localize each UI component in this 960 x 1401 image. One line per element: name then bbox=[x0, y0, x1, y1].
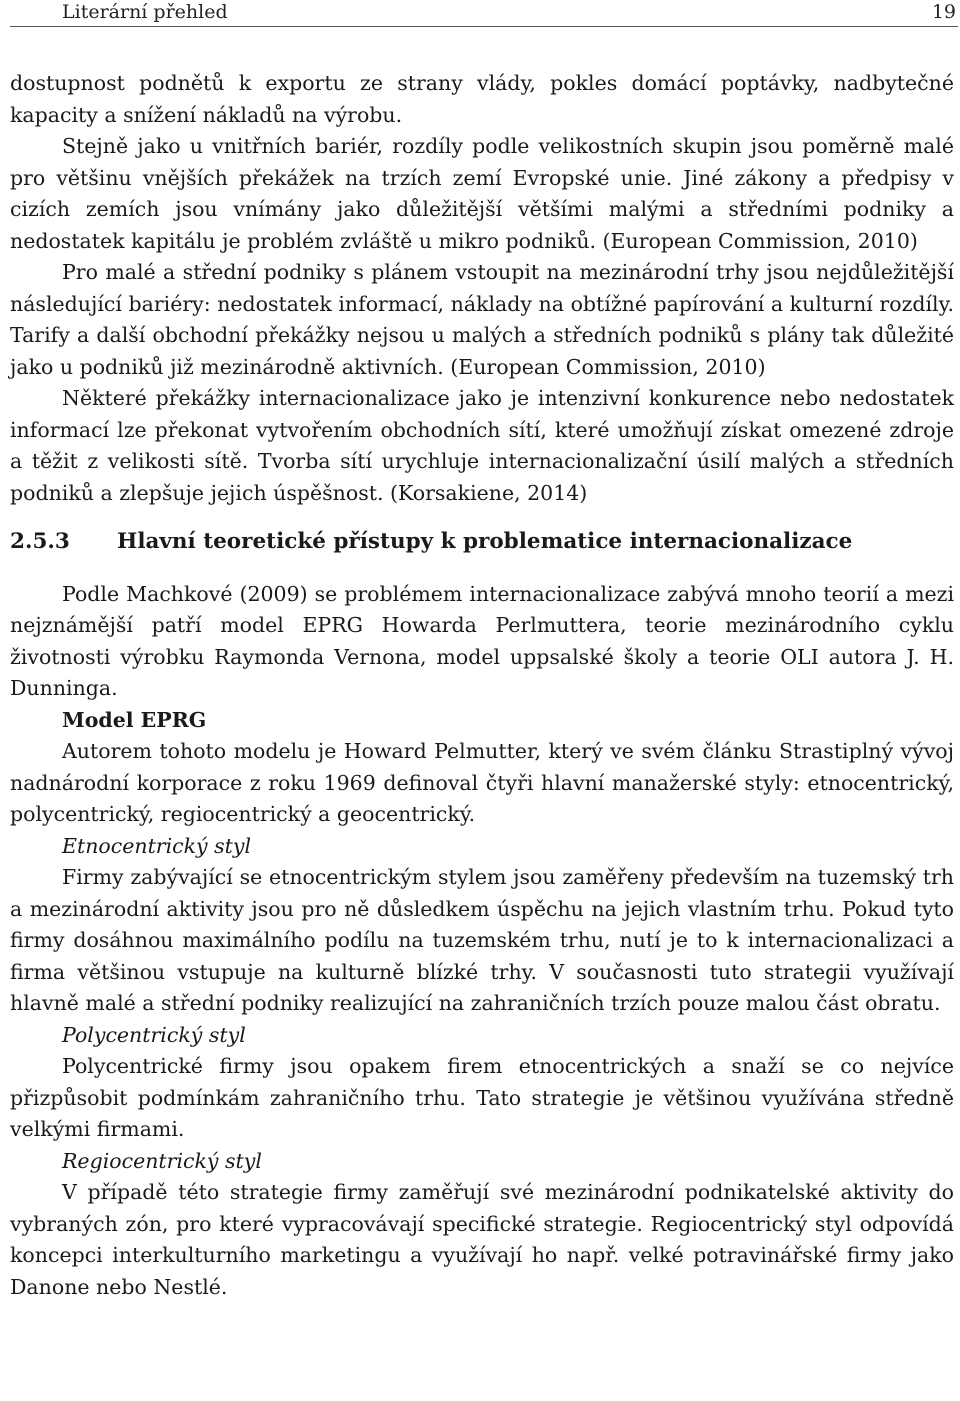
etnocentric-heading: Etnocentrický styl bbox=[62, 833, 252, 858]
page-number: 19 bbox=[931, 1, 956, 23]
paragraph-3: Pro malé a střední podniky s plánem vstoupit na mezinárodní trhy jsou nejdůležitější následující bariéry: nedostatek informací, náklady na obtížné papírování a kulturní rozdíly. Tarify a další obchodní překážky nejsou u malých a středních podniků s plány tak důležité jako u podniků již mezinárodně aktivních. (European Commission, 2010) bbox=[10, 260, 954, 379]
section-number: 2.5.3 bbox=[10, 529, 70, 554]
paragraph-4: Některé překážky internacionalizace jako je intenzivní konkurence nebo nedostatek informací lze překonat vytvořením obchodních sítí, které umožňují získat omezené zdroje a těžit z velikosti sítě. Tvorba sítí urychluje internacionalizační úsilí malých a středních podniků a zlepšuje jejich úspěšnost. (Korsakiene, 2014) bbox=[10, 386, 954, 505]
section-heading bbox=[10, 526, 954, 558]
paragraph-2: Stejně jako u vnitřních bariér, rozdíly podle velikostních skupin jsou poměrně malé pro většinu vnějších překážek na trzích zemí Evropské unie. Jiné zákony a předpisy v cizích zemích jsou vnímány jako důležitější většími malými a středními podniky a nedostatek kapitálu je problém zvláště u mikro podniků. (European Commission, 2010) bbox=[10, 134, 954, 253]
section-intro: Podle Machkové (2009) se problémem internacionalizace zabývá mnoho teorií a mezi nejznámější patří model EPRG Howarda Perlmuttera, teorie mezinárodního cyklu životnosti výrobku Raymonda Vernona, model uppsalské školy a teorie OLI autora J. H. Dunninga. bbox=[10, 581, 954, 700]
section-title: Hlavní teoretické přístupy k problematice internacionalizace bbox=[117, 529, 853, 554]
etnocentric-paragraph: Firmy zabývající se etnocentrickým stylem jsou zaměřeny především na tuzemský trh a mezinárodní aktivity jsou pro ně důsledkem úspěchu na jejich vlastním trhu. Pokud tyto firmy dosáhnou maximálního podílu na tuzemském trhu, nutí je to k internacionalizaci a firma většinou vstupuje na kulturně blízké trhy. V současnosti tuto strategii využívají hlavně malé a střední podniky realizující na zahraničních trzích pouze malou část obratu. bbox=[10, 865, 954, 1015]
model-paragraph: Autorem tohoto modelu je Howard Pelmutter, který ve svém článku Strastiplný vývoj nadnárodní korporace z roku 1969 definoval čtyři hlavní manažerské styly: etnocentrický, polycentrický, regiocentrický a geocentrický. bbox=[10, 739, 954, 826]
running-header bbox=[10, 0, 958, 27]
model-heading: Model EPRG bbox=[62, 707, 207, 732]
polycentric-paragraph: Polycentrické firmy jsou opakem firem etnocentrických a snaží se co nejvíce přizpůsobit podmínkám zahraničního trhu. Tato strategie je většinou využívána středně velkými firmami. bbox=[10, 1054, 954, 1141]
header-title: Literární přehled bbox=[62, 1, 228, 23]
body-text bbox=[10, 68, 954, 1303]
paragraph-1: dostupnost podnětů k exportu ze strany vlády, pokles domácí poptávky, nadbytečné kapacity a snížení nákladů na výrobu. bbox=[10, 71, 954, 127]
regiocentric-paragraph: V případě této strategie firmy zaměřují své mezinárodní podnikatelské aktivity do vybraných zón, pro které vypracovávají specifické strategie. Regiocentrický styl odpovídá koncepci interkulturního marketingu a využívají ho např. velké potravinářské firmy jako Danone nebo Nestlé. bbox=[10, 1180, 954, 1299]
regiocentric-heading: Regiocentrický styl bbox=[62, 1148, 262, 1173]
polycentric-heading: Polycentrický styl bbox=[62, 1022, 246, 1047]
